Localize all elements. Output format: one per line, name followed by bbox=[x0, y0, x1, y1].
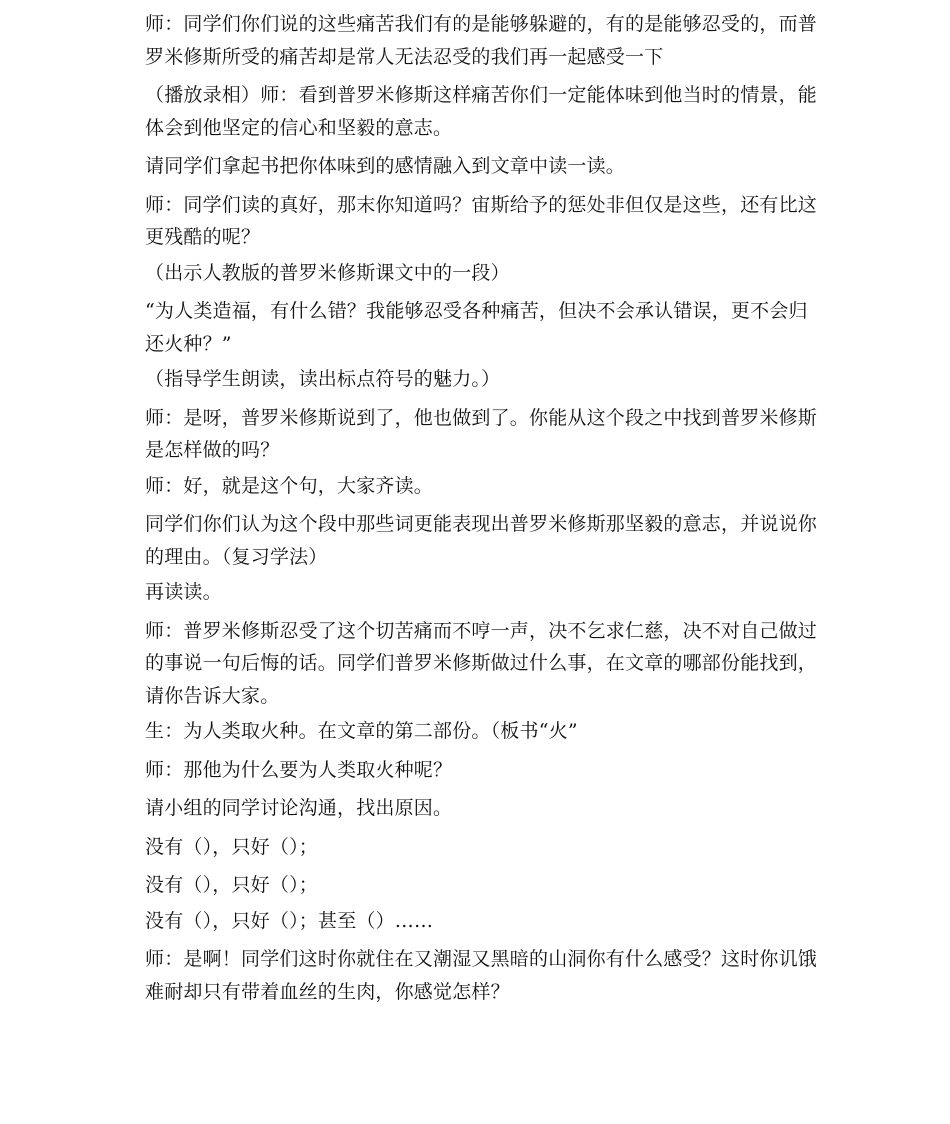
paragraph-13: 生：为人类取火种。在文章的第二部份。（板书“火” bbox=[145, 720, 578, 742]
document-page bbox=[145, 8, 820, 1014]
blank-line-2: 没有（），只好（）； bbox=[145, 874, 319, 896]
paragraph-1: 师：同学们你们说的这些痛苦我们有的是能够躲避的，有的是能够忍受的，而普罗米修斯所受的痛苦却是常人无法忍受的我们再一起感受一下 bbox=[145, 13, 818, 68]
paragraph-3: 请同学们拿起书把你体味到的感情融入到文章中读一读。 bbox=[145, 155, 626, 177]
paragraph-6: “为人类造福，有什么错？我能够忍受各种痛苦，但决不会承认错误，更不会归还火种？” bbox=[145, 300, 808, 355]
paragraph-10: 同学们你们认为这个段中那些词更能表现出普罗米修斯那坚毅的意志，并说说你的理由。（复习学法） bbox=[145, 513, 818, 568]
paragraph-8: 师：是呀，普罗米修斯说到了，他也做到了。你能从这个段之中找到普罗米修斯是怎样做的吗？ bbox=[145, 406, 818, 461]
paragraph-2: （播放录相）师：看到普罗米修斯这样痛苦你们一定能体味到他当时的情景，能体会到他坚定的信心和坚毅的意志。 bbox=[145, 84, 818, 139]
paragraph-15: 请小组的同学讨论沟通，找出原因。 bbox=[145, 797, 453, 819]
paragraph-19: 师：是啊！同学们这时你就住在又潮湿又黑暗的山洞你有什么感受？这时你讥饿难耐却只有带着血丝的生肉，你感觉怎样？ bbox=[145, 948, 818, 1003]
blank-line-1: 没有（），只好（）； bbox=[145, 835, 319, 858]
paragraph-14: 师：那他为什么要为人类取火种呢？ bbox=[145, 758, 453, 781]
paragraph-12: 师：普罗米修斯忍受了这个切苦痛而不哼一声，决不乞求仁慈，决不对自己做过的事说一句后悔的话。同学们普罗米修斯做过什么事，在文章的哪部份能找到，请你告诉大家。 bbox=[145, 619, 818, 707]
paragraph-7: （指导学生朗读，读出标点符号的魅力。） bbox=[145, 368, 501, 390]
paragraph-11: 再读读。 bbox=[145, 581, 222, 603]
paragraph-5: （出示人教版的普罗米修斯课文中的一段） bbox=[145, 261, 510, 284]
blank-line-3: 没有（），只好（）；甚至（）…… bbox=[145, 909, 434, 932]
paragraph-9: 师：好，就是这个句，大家齐读。 bbox=[145, 474, 434, 497]
paragraph-4: 师：同学们读的真好，那末你知道吗？宙斯给予的惩处非但仅是这些，还有比这更残酷的呢？ bbox=[145, 193, 818, 248]
